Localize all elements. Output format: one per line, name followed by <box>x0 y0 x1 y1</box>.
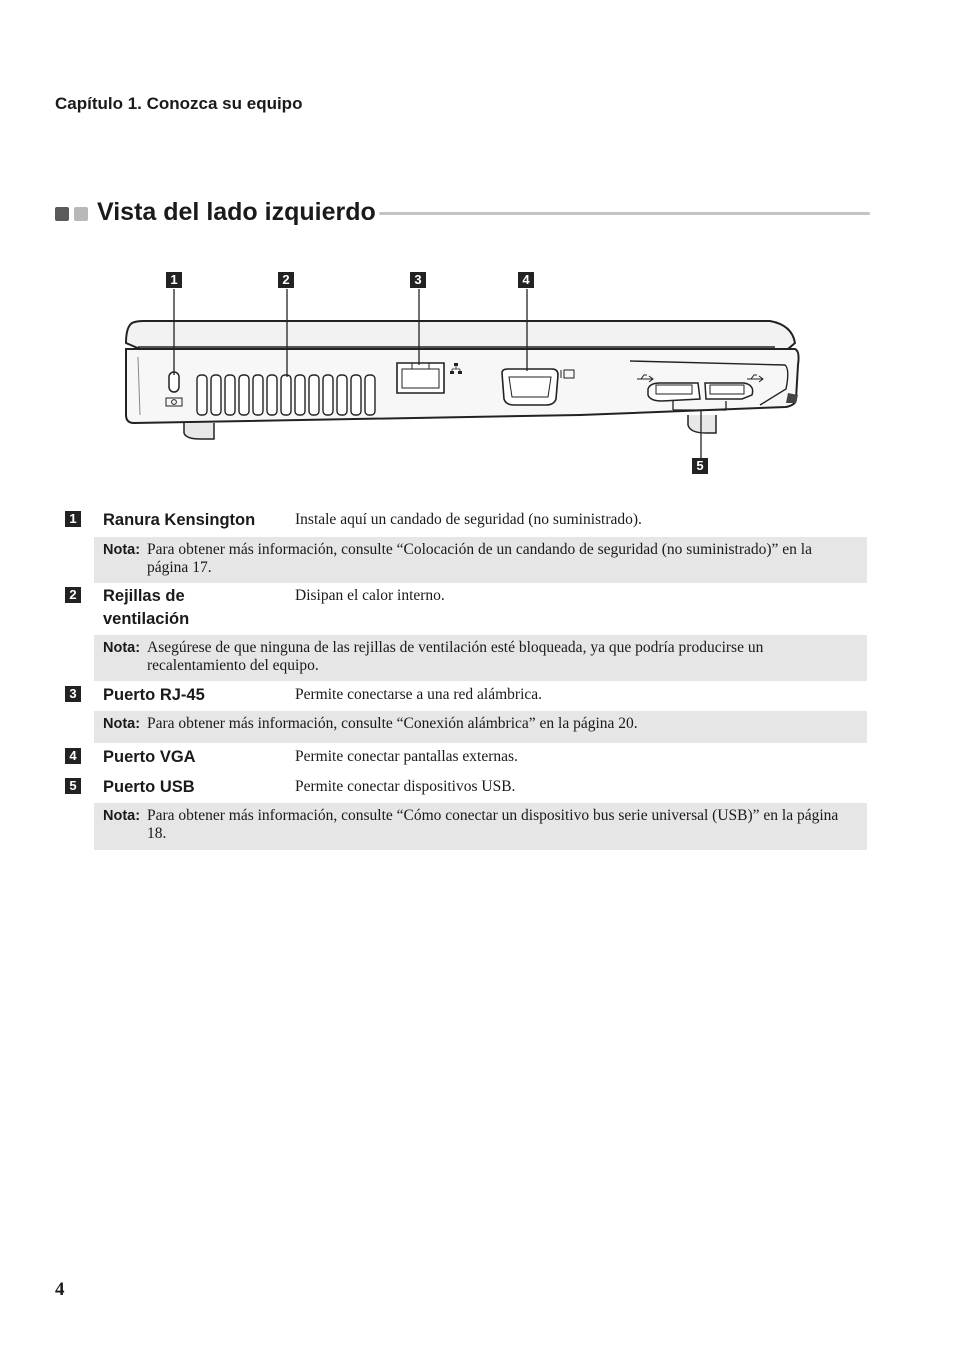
callout-1: 1 <box>166 272 182 288</box>
callout-2: 2 <box>278 272 294 288</box>
note-label: Nota: <box>103 542 141 558</box>
item-description: Permite conectar dispositivos USB. <box>295 778 516 795</box>
note-vents <box>94 635 867 681</box>
note-text: Para obtener más información, consulte “Colocación de un candando de seguridad (no suministrado)” en la página 17. <box>147 541 812 576</box>
chapter-header: Capítulo 1. Conozca su equipo <box>55 94 303 113</box>
item-description: Permite conectarse a una red alámbrica. <box>295 686 543 703</box>
item-number: 4 <box>65 748 81 764</box>
note-kensington <box>94 537 867 583</box>
item-label: Puerto RJ-45 <box>103 686 205 704</box>
item-label: Ranura Kensington <box>103 511 256 529</box>
light-square-bullet-icon <box>74 207 88 221</box>
item-kensington <box>65 509 867 536</box>
item-number: 5 <box>65 778 81 794</box>
item-description: Disipan el calor interno. <box>295 587 445 604</box>
item-usb <box>65 776 867 802</box>
item-label: Puerto VGA <box>103 748 196 766</box>
note-text: Asegúrese de que ninguna de las rejillas de ventilación esté bloqueada, ya que podría producirse un recalentamiento del equipo. <box>147 639 764 674</box>
note-text: Para obtener más información, consulte “Cómo conectar un dispositivo bus serie universal (USB)” en la página 18. <box>147 807 839 842</box>
item-rj45 <box>65 684 867 710</box>
laptop-side-illustration <box>110 265 810 480</box>
item-label: Rejillas de ventilación <box>103 587 190 628</box>
item-number: 2 <box>65 587 81 603</box>
note-label: Nota: <box>103 640 141 656</box>
page-number: 4 <box>55 1279 65 1300</box>
callout-3: 3 <box>410 272 426 288</box>
item-vga <box>65 746 867 772</box>
vga-port <box>502 369 558 405</box>
note-label: Nota: <box>103 808 141 824</box>
rj45-port <box>397 363 444 393</box>
note-usb <box>94 803 867 850</box>
item-vents <box>65 585 867 633</box>
item-label: Puerto USB <box>103 778 195 796</box>
note-text: Para obtener más información, consulte “Conexión alámbrica” en la página 20. <box>147 715 638 732</box>
item-description: Instale aquí un candado de seguridad (no suministrado). <box>295 511 642 528</box>
section-heading <box>55 198 870 230</box>
title-rule <box>379 212 870 215</box>
item-number: 3 <box>65 686 81 702</box>
note-rj45 <box>94 711 867 743</box>
item-number: 1 <box>65 511 81 527</box>
callout-5: 5 <box>692 458 708 474</box>
item-description: Permite conectar pantallas externas. <box>295 748 518 765</box>
callout-4: 4 <box>518 272 534 288</box>
laptop-left-side-figure <box>110 265 810 480</box>
note-label: Nota: <box>103 716 141 732</box>
section-title: Vista del lado izquierdo <box>97 198 376 226</box>
dark-square-bullet-icon <box>55 207 69 221</box>
